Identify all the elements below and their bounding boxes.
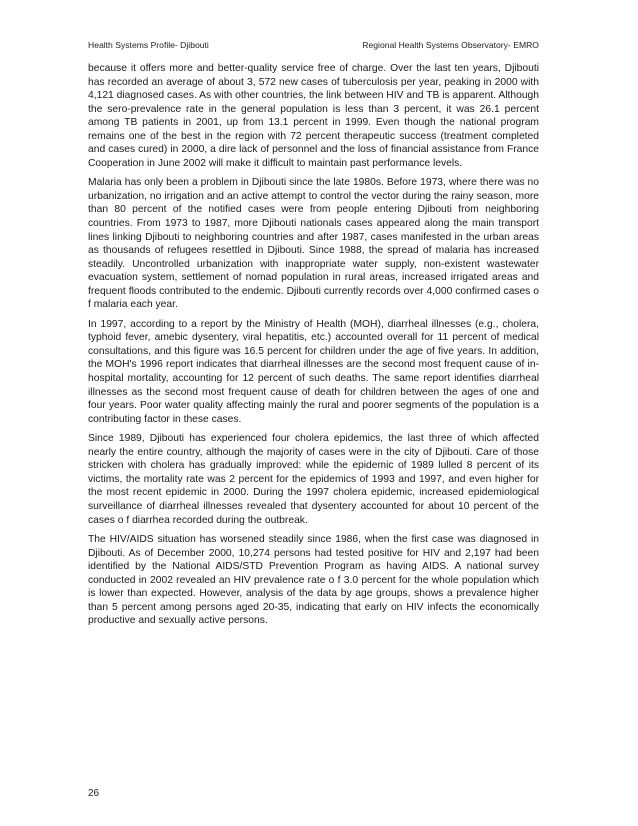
page-header [88,40,539,51]
paragraph-diarrheal-illnesses: In 1997, according to a report by the Ministry of Health (MOH), diarrheal illnesses (e.g., cholera, typhoid fever, amebic dysentery, viral hepatitis, etc.) accounted overall for 11 percent of medical consultations, and this figure was 16.5 percent for children under the age of five years. In addition, the MOH's 1996 report indicates that diarrheal illnesses are the second most frequent cause of in-hospital mortality, accounting for 12 percent of such deaths. The same report identifies diarrheal illnesses as the second most frequent cause of death for children between the ages of one and four years. Poor water quality affecting mainly the rural and poorer segments of the population is a contributing factor in these cases. [88,318,539,425]
paragraph-cholera: Since 1989, Djibouti has experienced four cholera epidemics, the last three of which affected nearly the entire country, although the majority of cases were in the city of Djibouti. Care of those stricken with cholera has gradually improved: while the epidemic of 1989 lulled 8 percent of its victims, the mortality rate was 2 percent for the epidemics of 1993 and 1997, and even higher for the most recent epidemic in 2000. During the 1997 cholera epidemic, increased epidemiological surveillance of diarrheal illnesses revealed that dysentery accounted for about 10 percent of the cases o f diarrhea recorded during the outbreak. [88,433,539,526]
header-left-title: Health Systems Profile- Djibouti [88,40,209,50]
paragraph-malaria: Malaria has only been a problem in Djibouti since the late 1980s. Before 1973, where there was no urbanization, no irrigation and an active attempt to control the vector during the rainy season, more than 80 percent of the notified cases were from people entering Djibouti from neighboring countries. From 1973 to 1987, more Djibouti nationals cases appeared along the main transport lines linking Djibouti to neighboring countries and after 1987, cases manifested in the urban areas as thousands of refugees resettled in Djibouti. Since 1988, the spread of malaria has increased steadily. Uncontrolled urbanization with inappropriate water supply, non-existent wastewater evacuation system, settlement of nomad population in rural areas, increased irrigated areas and frequent floods contributed to the endemic. Djibouti currently records over 4,000 confirmed cases o f malaria each year. [88,177,539,311]
paragraph-tuberculosis: because it offers more and better-quality service free of charge. Over the last ten years, Djibouti has recorded an average of about 3, 572 new cases of tuberculosis per year, peaking in 2000 with 4,121 diagnosed cases. As with other countries, the link between HIV and TB is apparent. Although the sero-prevalence rate in the general population is less than 3 percent, it was 26.1 percent among TB patients in 2001, up from 13.1 percent in 1999. Even though the national program remains one of the best in the region with 72 percent therapeutic success (treatment completed and cases cured) in 2000, a dire lack of personnel and the loss of financial assistance from France Cooperation in June 2002 will make it difficult to maintain past performance levels. [88,63,539,169]
page-number: 26 [88,788,100,799]
body-text [88,62,539,634]
header-right-title: Regional Health Systems Observatory- EMRO [362,40,539,50]
paragraph-hiv-aids: The HIV/AIDS situation has worsened steadily since 1986, when the first case was diagnosed in Djibouti. As of December 2000, 10,274 persons had tested positive for HIV and 2,197 had been identified by the National AIDS/STD Prevention Program as having AIDS. A national survey conducted in 2002 revealed an HIV prevalence rate o f 3.0 percent for the whole population which is lower than expected. However, analysis of the data by age groups, shows a prevalence higher than 5 percent among persons aged 20-35, indicating that early on HIV infects the economically productive and sexually active persons. [88,534,539,627]
